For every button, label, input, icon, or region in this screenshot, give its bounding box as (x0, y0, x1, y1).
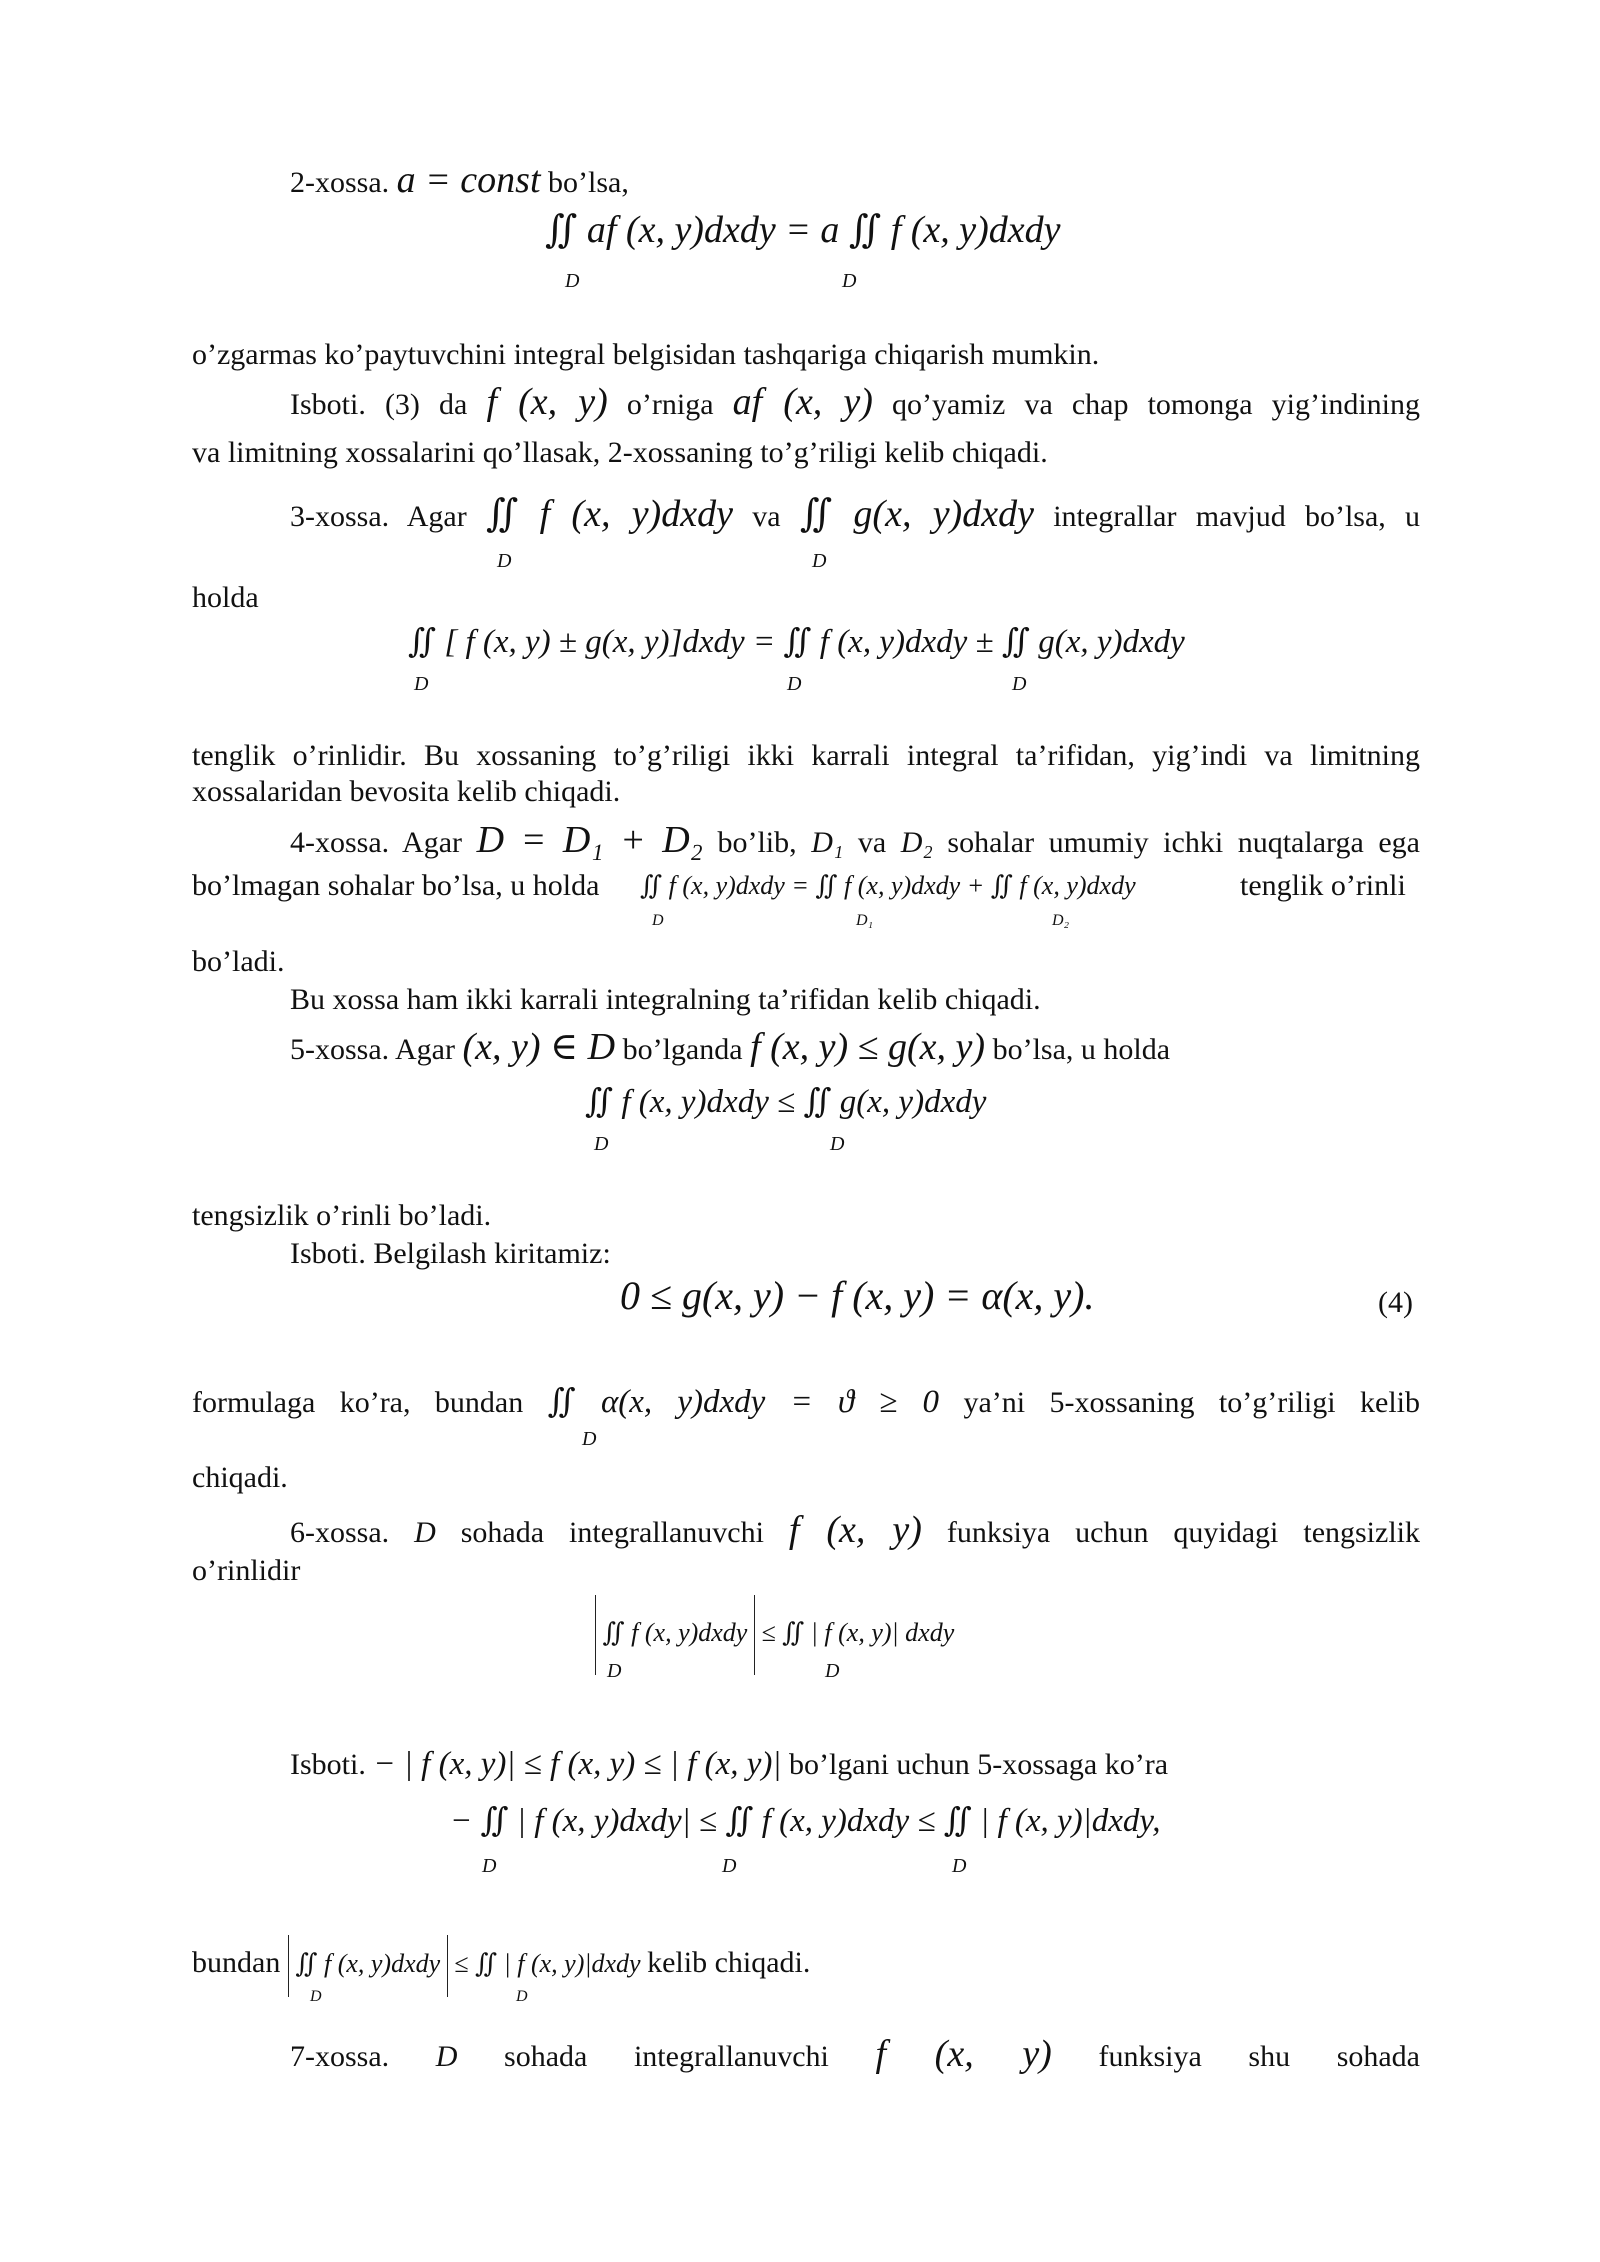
equation-4: 0 ≤ g(x, y) − f (x, y) = α(x, y). (620, 1273, 1095, 1318)
domain-label: D (582, 1428, 597, 1450)
prop2-heading: 2-xossa. a = const bo’lsa, (290, 159, 629, 201)
formula-line: formulaga ko’ra, bundan ∬ α(x, y)dxdy = ϑ ≥ 0 ya’ni 5-xossaning to’g’riligi kelib (192, 1384, 1420, 1420)
prop2-formula: ∬ af (x, y)dxdy = a ∬ f (x, y)dxdy (545, 209, 1061, 251)
domain-label: D (830, 1133, 845, 1155)
domain-label: D (1012, 673, 1027, 695)
domain-label: D (565, 270, 580, 292)
proof5-heading: Isboti. Belgilash kiritamiz: (290, 1237, 611, 1270)
abs-bar-left (288, 1935, 289, 1997)
proof6-chain: − ∬ | f (x, y)dxdy| ≤ ∬ f (x, y)dxdy ≤ ∬ | f (x, y)|dxdy, (450, 1803, 1161, 1839)
domain-label-d2: D₂ (1052, 912, 1070, 929)
domain-label: D (482, 1855, 497, 1877)
holda-text: holda (192, 581, 259, 614)
integral-g: ∬ g(x, y)dxdy (799, 493, 1034, 535)
abs-bar-right (754, 1595, 755, 1675)
prop6-formula: ∬ f (x, y)dxdy ≤ ∬ | f (x, y)| dxdy (595, 1595, 954, 1675)
domain-label: D (952, 1855, 967, 1877)
prop3-text2: xossalaridan bevosita kelib chiqadi. (192, 775, 621, 808)
const-condition: a = const (396, 159, 541, 201)
prop4-heading: 4-xossa. Agar D = D₁ + D₂ bo’lib, D₁ va D₂ sohalar umumiy ichki nuqtalarga ega (290, 819, 1420, 861)
prop4-formula: ∬ f (x, y)dxdy = ∬ f (x, y)dxdy + ∬ f (x, y)dxdy (640, 871, 1136, 900)
domain-label: D (414, 673, 429, 695)
domain-label: D (842, 270, 857, 292)
prop4-line3: bo’ladi. (192, 945, 285, 978)
prop4-line4: Bu xossa ham ikki karrali integralning ta’rifidan kelib chiqadi. (290, 983, 1041, 1016)
domain-label: D (787, 673, 802, 695)
domain-label: D (516, 1988, 528, 2005)
abs-bar-right (447, 1935, 448, 1997)
prop5-text: tengsizlik o’rinli bo’ladi. (192, 1199, 492, 1232)
abs-bar-left (595, 1595, 596, 1675)
equation-number: (4) (1378, 1286, 1413, 1319)
domain-label: D (310, 1988, 322, 2005)
chiqadi-text: chiqadi. (192, 1461, 288, 1494)
prop4-tail: tenglik o’rinli (1240, 869, 1406, 902)
prop5-heading: 5-xossa. Agar (x, y) ∈ D bo’lganda f (x, y) ≤ g(x, y) bo’lsa, u holda (290, 1026, 1171, 1068)
bundan-line: bundan ∬ f (x, y)dxdy ≤ ∬ | f (x, y)|dxdy kelib chiqadi. (192, 1935, 810, 1997)
domain-label: D (497, 550, 512, 572)
prop7-heading: 7-xossa. D sohada integrallanuvchi f (x, y) funksiya shu sohada (290, 2033, 1420, 2075)
alpha-integral: ∬ α(x, y)dxdy = ϑ ≥ 0 (547, 1384, 940, 1420)
prop6-heading: 6-xossa. D sohada integrallanuvchi f (x, y) funksiya uchun quyidagi tengsizlik (290, 1509, 1421, 1551)
domain-label: D (812, 550, 827, 572)
prop6-line2: o’rinlidir (192, 1554, 301, 1587)
prop5-formula: ∬ f (x, y)dxdy ≤ ∬ g(x, y)dxdy (585, 1084, 987, 1120)
prop3-text1: tenglik o’rinlidir. Bu xossaning to’g’riligi ikki karrali integral ta’rifidan, yig’indi va limitning (192, 739, 1420, 772)
prop4-line2: bo’lmagan sohalar bo’lsa, u holda (192, 869, 600, 902)
integral-f: ∬ f (x, y)dxdy (486, 493, 733, 535)
domain-label: D (722, 1855, 737, 1877)
prop3-heading: 3-xossa. Agar ∬ f (x, y)dxdy va ∬ g(x, y)dxdy integrallar mavjud bo’lsa, u (290, 493, 1421, 535)
proof2-line1: Isboti. (3) da f (x, y) o’rniga af (x, y) qo’yamiz va chap tomonga yig’indining (290, 381, 1421, 423)
domain-label: D (594, 1133, 609, 1155)
domain-label: D (652, 912, 664, 929)
domain-label: D (607, 1660, 622, 1682)
prop3-formula: ∬ [ f (x, y) ± g(x, y)]dxdy = ∬ f (x, y)dxdy ± ∬ g(x, y)dxdy (408, 624, 1185, 660)
domain-label: D (825, 1660, 840, 1682)
domain-label-d1: D₁ (856, 912, 874, 929)
proof6-line: Isboti. − | f (x, y)| ≤ f (x, y) ≤ | f (x, y)| bo’lgani uchun 5-xossaga ko’ra (290, 1746, 1169, 1782)
prop2-text: o’zgarmas ko’paytuvchini integral belgisidan tashqariga chiqarish mumkin. (192, 338, 1100, 371)
proof2-line2: va limitning xossalarini qo’llasak, 2-xossaning to’g’riligi kelib chiqadi. (192, 436, 1048, 469)
